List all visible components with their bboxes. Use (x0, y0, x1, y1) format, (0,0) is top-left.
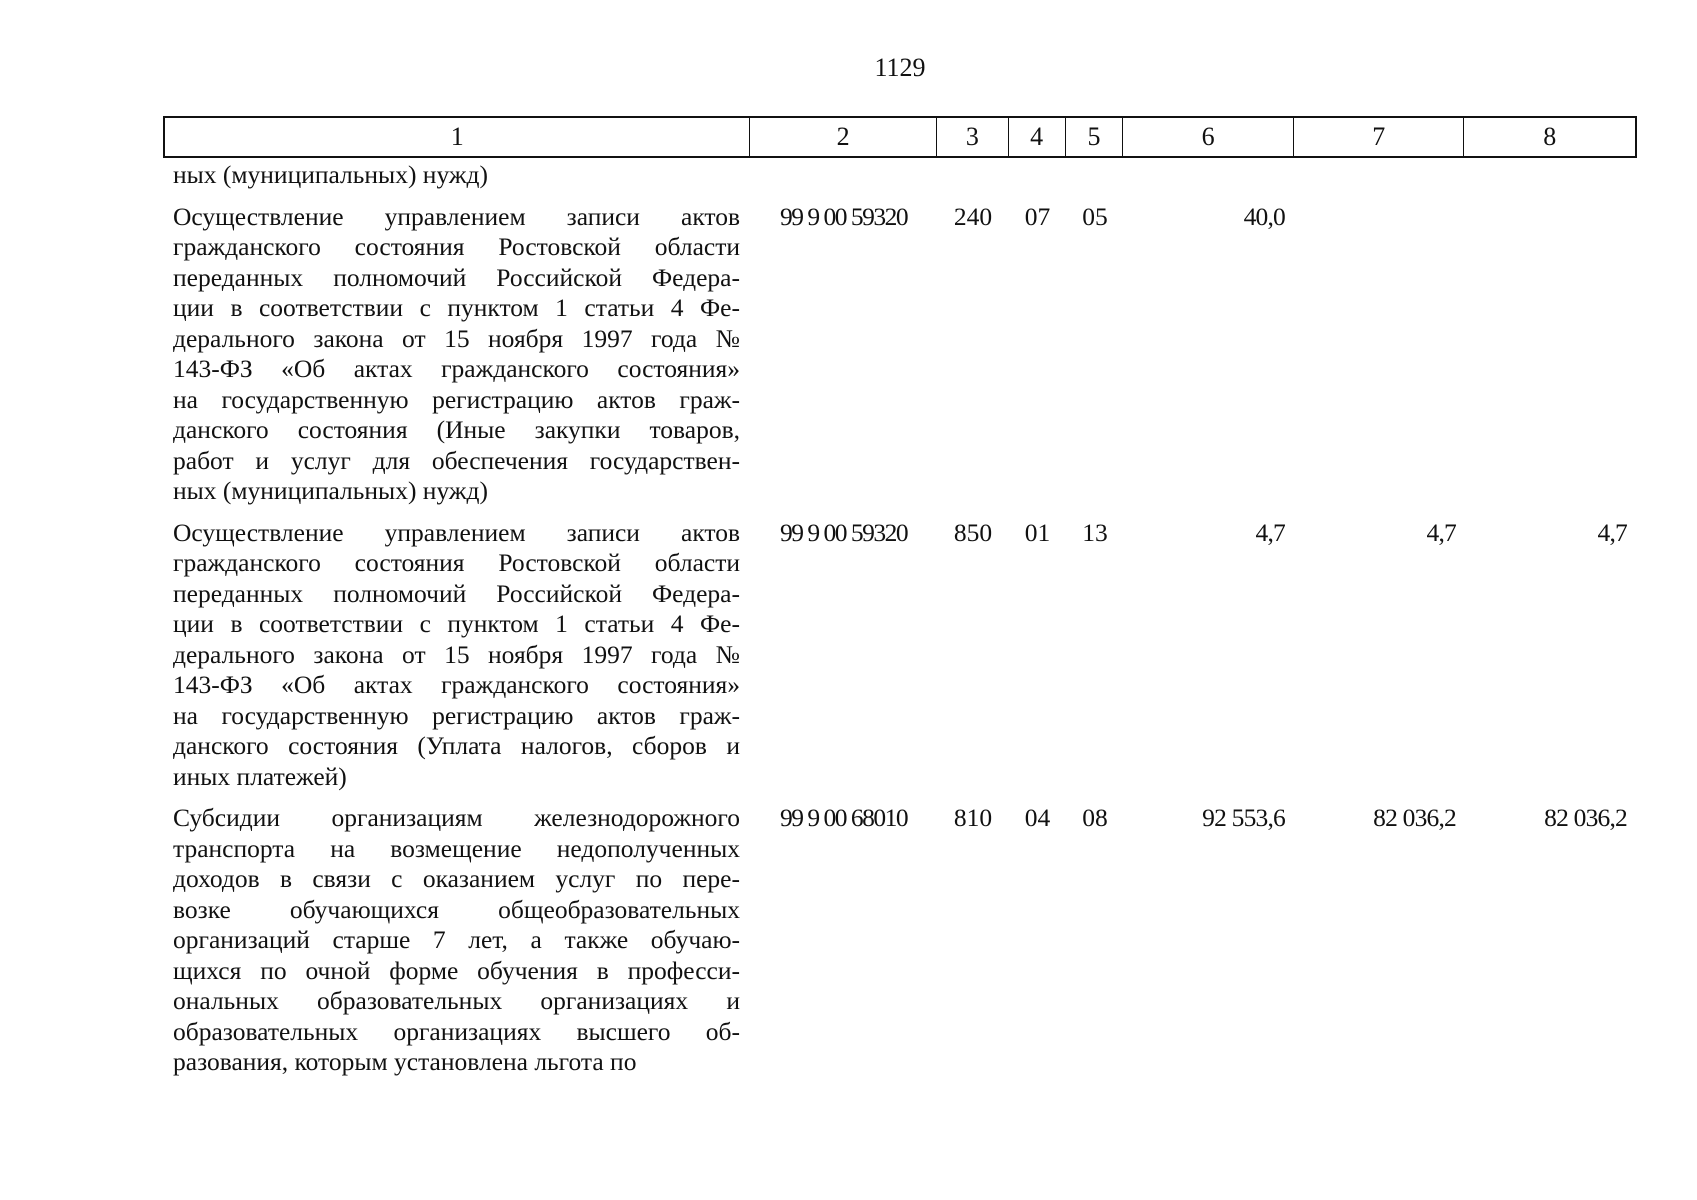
description-line: переданных полномочий Российской Федера- (173, 262, 740, 292)
row-col-3: 850 (953, 517, 993, 547)
description-line: 143-ФЗ «Об актах гражданского состояния» (173, 354, 740, 383)
description-line: работ и услуг для обеспечения государствен- (173, 445, 740, 475)
row-col-5: 05 (1082, 201, 1108, 231)
header-col-5: 5 (1066, 118, 1124, 156)
description-line: доходов в связи с оказанием услуг по пере- (173, 864, 740, 893)
row-value-6: 92 553,6 (1202, 803, 1285, 832)
row-description (163, 202, 750, 507)
description-line: гражданского состояния Ростовской области (173, 232, 740, 261)
header-col-3: 3 (937, 118, 1009, 156)
description-line: разования, которым установлена льгота по (173, 1047, 637, 1076)
description-line: дерального закона от 15 ноября 1997 года № (173, 323, 740, 353)
row-description (163, 518, 750, 793)
description-line: на государственную регистрацию актов граж- (173, 384, 740, 414)
header-col-2: 2 (750, 118, 937, 156)
row-value-8: 4,7 (1597, 517, 1627, 547)
description-line: данского состояния (Уплата налогов, сборов и (173, 731, 740, 760)
description-line: ции в соответствии с пунктом 1 статьи 4 Фе- (173, 293, 740, 322)
table-row (163, 803, 1637, 1078)
description-line: 143-ФЗ «Об актах гражданского состояния» (173, 670, 740, 699)
row-value-8: 82 036,2 (1544, 803, 1627, 832)
description-line: иных платежей) (173, 761, 347, 791)
description-line: ональных образовательных организациях и (173, 986, 740, 1015)
row-col-5: 13 (1082, 517, 1108, 547)
table-body (163, 160, 1637, 1089)
row-col-3: 240 (953, 201, 993, 231)
description-line: гражданского состояния Ростовской области (173, 548, 740, 577)
row-description (163, 160, 750, 191)
row-code: 99 9 00 59320 (779, 517, 908, 547)
row-code: 99 9 00 59320 (779, 201, 908, 231)
header-col-8: 8 (1543, 122, 1557, 151)
row-col-4: 01 (1024, 517, 1051, 547)
description-line: переданных полномочий Российской Федера- (173, 578, 740, 608)
description-line: ции в соответствии с пунктом 1 статьи 4 Фе- (173, 609, 740, 638)
header-col-7: 7 (1294, 118, 1465, 156)
description-line: образовательных организациях высшего об- (173, 1016, 740, 1046)
description-line: на государственную регистрацию актов граж- (173, 700, 740, 730)
description-line: Осуществление управлением записи актов (173, 517, 740, 547)
table-row (163, 202, 1637, 507)
page-number: 1129 (874, 53, 926, 82)
header-col-6: 6 (1123, 118, 1294, 156)
row-col-3: 810 (953, 803, 993, 832)
row-description (163, 803, 750, 1078)
row-col-5: 08 (1082, 803, 1108, 832)
row-col-4: 04 (1024, 803, 1051, 832)
description-line: организаций старше 7 лет, а также обучаю- (173, 925, 740, 954)
row-code: 99 9 00 68010 (779, 803, 908, 832)
row-value-6: 40,0 (1243, 201, 1285, 231)
header-col-4: 4 (1009, 118, 1066, 156)
description-line: Осуществление управлением записи актов (173, 201, 740, 231)
description-line: Субсидии организациям железнодорожного (173, 803, 740, 832)
table-row (163, 160, 1637, 191)
description-line: ных (муниципальных) нужд) (173, 476, 488, 505)
header-col-1: 1 (165, 118, 750, 156)
description-line: данского состояния (Иные закупки товаров, (173, 415, 740, 444)
row-value-7: 4,7 (1426, 517, 1456, 547)
table-row (163, 518, 1637, 793)
row-value-6: 4,7 (1255, 517, 1285, 547)
row-col-4: 07 (1024, 201, 1051, 231)
table-header (163, 116, 1637, 158)
description-line: дерального закона от 15 ноября 1997 года № (173, 639, 740, 669)
description-line: транспорта на возмещение недополученных (173, 833, 740, 863)
description-line: ных (муниципальных) нужд) (173, 160, 488, 189)
description-line: щихся по очной форме обучения в професси- (173, 955, 740, 985)
description-line: возке обучающихся общеобразовательных (173, 894, 740, 924)
row-value-7: 82 036,2 (1373, 803, 1456, 832)
